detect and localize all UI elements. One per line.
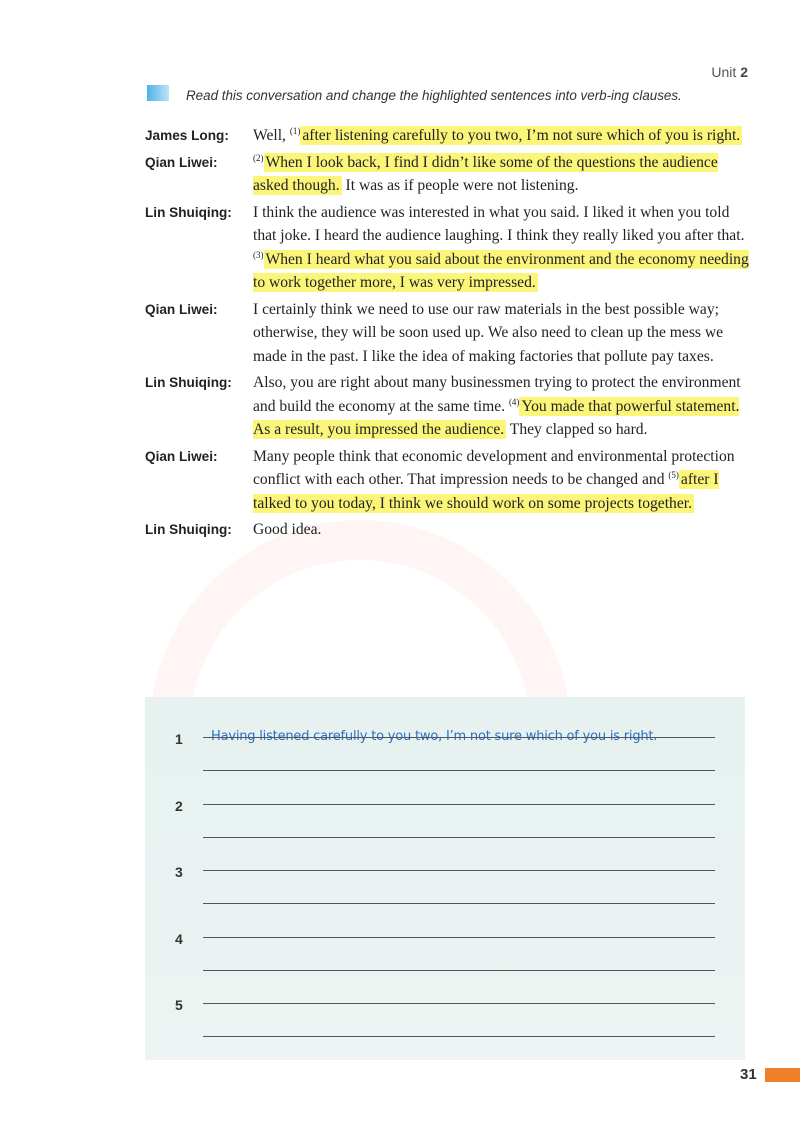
plain-text: Also, you are right about many businessmen trying to protect the environment and build the economy at the same time. [253, 374, 741, 415]
highlighted-sentence: When I look back, I find I didn’t like some of the questions the audience asked though. [253, 153, 718, 194]
answer-row [145, 973, 745, 1039]
answer-line [203, 737, 715, 738]
unit-label: Unit 2 [711, 64, 748, 80]
answer-number: 4 [175, 930, 183, 947]
answer-text[interactable]: Having listened carefully to you two, I’m not sure which of you is right. [211, 729, 658, 744]
answer-number: 3 [175, 864, 183, 880]
speech-text [253, 124, 755, 148]
speaker-name: James Long: [145, 128, 229, 143]
speaker-name: Qian Liwei: [145, 154, 218, 170]
answer-line [203, 870, 715, 871]
plain-text: Many people think that economic development and environmental protection conflict with each other. That impression needs to be changed and [253, 447, 735, 488]
plain-text: They clapped so hard. [506, 421, 648, 438]
instruction-marker-icon [147, 85, 169, 101]
dialogue-turn [145, 201, 755, 295]
answer-row [145, 707, 745, 773]
sentence-number: (5) [668, 469, 679, 480]
plain-text: Good idea. [253, 521, 322, 538]
plain-text: I think the audience was interested in what you said. I liked it when you told that joke. I heard the audience laughing. I think they really liked you after that. [253, 203, 745, 244]
unit-number: 2 [740, 64, 748, 80]
sentence-number: (2) [253, 152, 264, 163]
instruction-text: Read this conversation and change the highlighted sentences into verb-ing clauses. [186, 88, 682, 103]
dialogue-turn [145, 298, 755, 369]
speaker-name: Lin Shuiqing: [145, 375, 232, 390]
answer-row [145, 774, 745, 840]
speech-text [253, 371, 755, 442]
highlighted-sentence: You made that powerful statement. As a result, you impressed the audience. [253, 397, 740, 438]
answer-number: 2 [175, 797, 183, 814]
dialogue-turn [145, 371, 755, 442]
speech-text [253, 201, 755, 295]
speech-text [253, 298, 755, 369]
answer-panel [145, 697, 745, 1060]
answer-line [203, 937, 715, 938]
dialogue-turn [145, 151, 755, 198]
dialogue-turn [145, 518, 755, 542]
conversation [145, 124, 755, 545]
page-number: 31 [740, 1066, 757, 1083]
speech-text [253, 518, 755, 542]
answer-number: 5 [175, 997, 183, 1013]
highlighted-sentence: When I heard what you said about the environment and the economy needing to work together more, I was very impressed. [253, 250, 749, 291]
dialogue-turn [145, 445, 755, 516]
sentence-number: (4) [508, 396, 520, 407]
answer-line [203, 1003, 715, 1004]
plain-text: Well, [253, 127, 290, 144]
answer-line [203, 804, 715, 805]
answer-row [145, 907, 745, 973]
answer-line [203, 770, 715, 771]
answer-line [203, 970, 715, 971]
sentence-number: (1) [289, 125, 301, 136]
highlighted-sentence: after listening carefully to you two, I’m not sure which of you is right. [302, 127, 741, 144]
plain-text: I certainly think we need to use our raw materials in the best possible way; otherwise, they will be soon used up. We also need to clean up the mess we made in the past. I like the idea of making factories that pollute pay taxes. [253, 300, 724, 365]
speech-text [253, 445, 755, 516]
sentence-number: (3) [253, 249, 264, 260]
speaker-name: Qian Liwei: [145, 448, 218, 464]
answer-line [203, 837, 715, 838]
page-accent-bar [765, 1068, 800, 1082]
speaker-name: Lin Shuiqing: [145, 522, 232, 537]
answer-line [203, 903, 715, 904]
plain-text: It was as if people were not listening. [341, 177, 579, 194]
dialogue-turn [145, 124, 755, 148]
speaker-name: Lin Shuiqing: [145, 204, 232, 220]
answer-line [203, 1036, 715, 1037]
speaker-name: Qian Liwei: [145, 301, 218, 317]
answer-number: 1 [175, 731, 183, 747]
highlighted-sentence: after I talked to you today, I think we should work on some projects together. [253, 471, 719, 512]
answer-row [145, 840, 745, 906]
speech-text [253, 151, 755, 198]
